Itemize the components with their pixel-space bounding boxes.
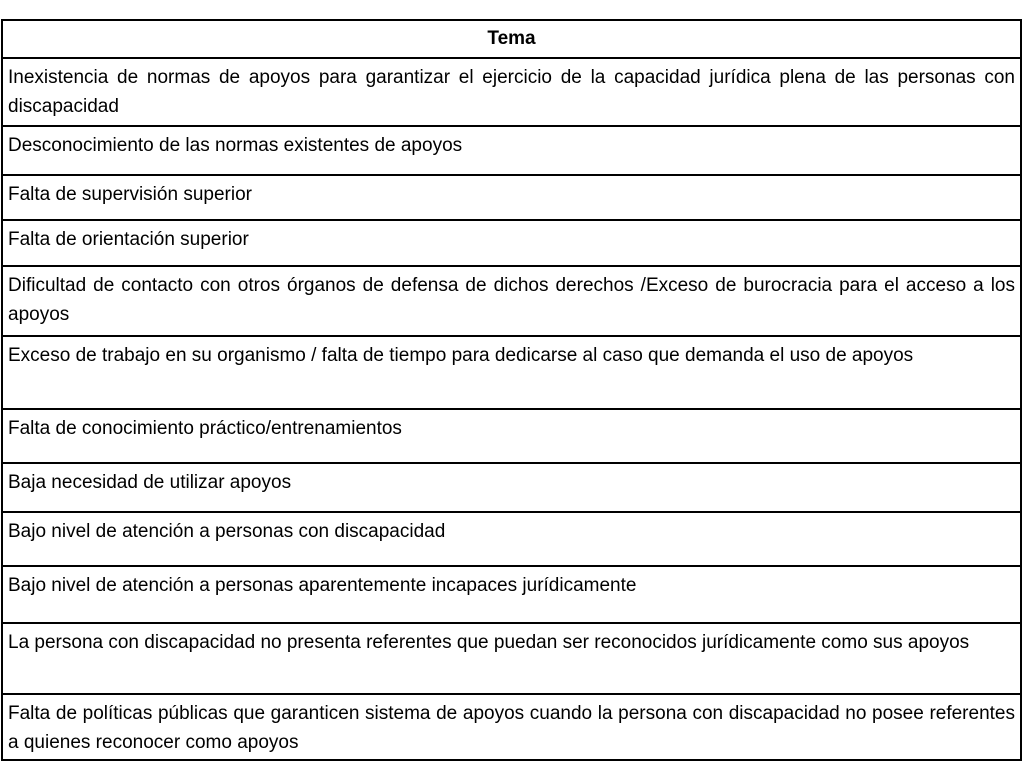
table-row: Falta de supervisión superior bbox=[3, 174, 1020, 219]
table-row: Bajo nivel de atención a personas aparentemente incapaces jurídicamente bbox=[3, 565, 1020, 622]
table-row: Falta de conocimiento práctico/entrenamientos bbox=[3, 408, 1020, 462]
table-row: Falta de políticas públicas que garanticen sistema de apoyos cuando la persona con discapacidad no posee referentes a quienes reconocer como apoyos bbox=[3, 693, 1020, 761]
table-row: Inexistencia de normas de apoyos para garantizar el ejercicio de la capacidad jurídica plena de las personas con discapacidad bbox=[3, 57, 1020, 125]
table-row: La persona con discapacidad no presenta referentes que puedan ser reconocidos jurídicamente como sus apoyos bbox=[3, 622, 1020, 693]
table-row: Dificultad de contacto con otros órganos de defensa de dichos derechos /Exceso de burocracia para el acceso a los apoyos bbox=[3, 265, 1020, 335]
table-row: Baja necesidad de utilizar apoyos bbox=[3, 462, 1020, 511]
table-row: Exceso de trabajo en su organismo / falta de tiempo para dedicarse al caso que demanda el uso de apoyos bbox=[3, 335, 1020, 408]
table-row: Falta de orientación superior bbox=[3, 219, 1020, 265]
tema-table bbox=[1, 19, 1022, 761]
table-row: Desconocimiento de las normas existentes de apoyos bbox=[3, 125, 1020, 174]
table-row: Bajo nivel de atención a personas con discapacidad bbox=[3, 511, 1020, 565]
table-header: Tema bbox=[3, 19, 1020, 57]
